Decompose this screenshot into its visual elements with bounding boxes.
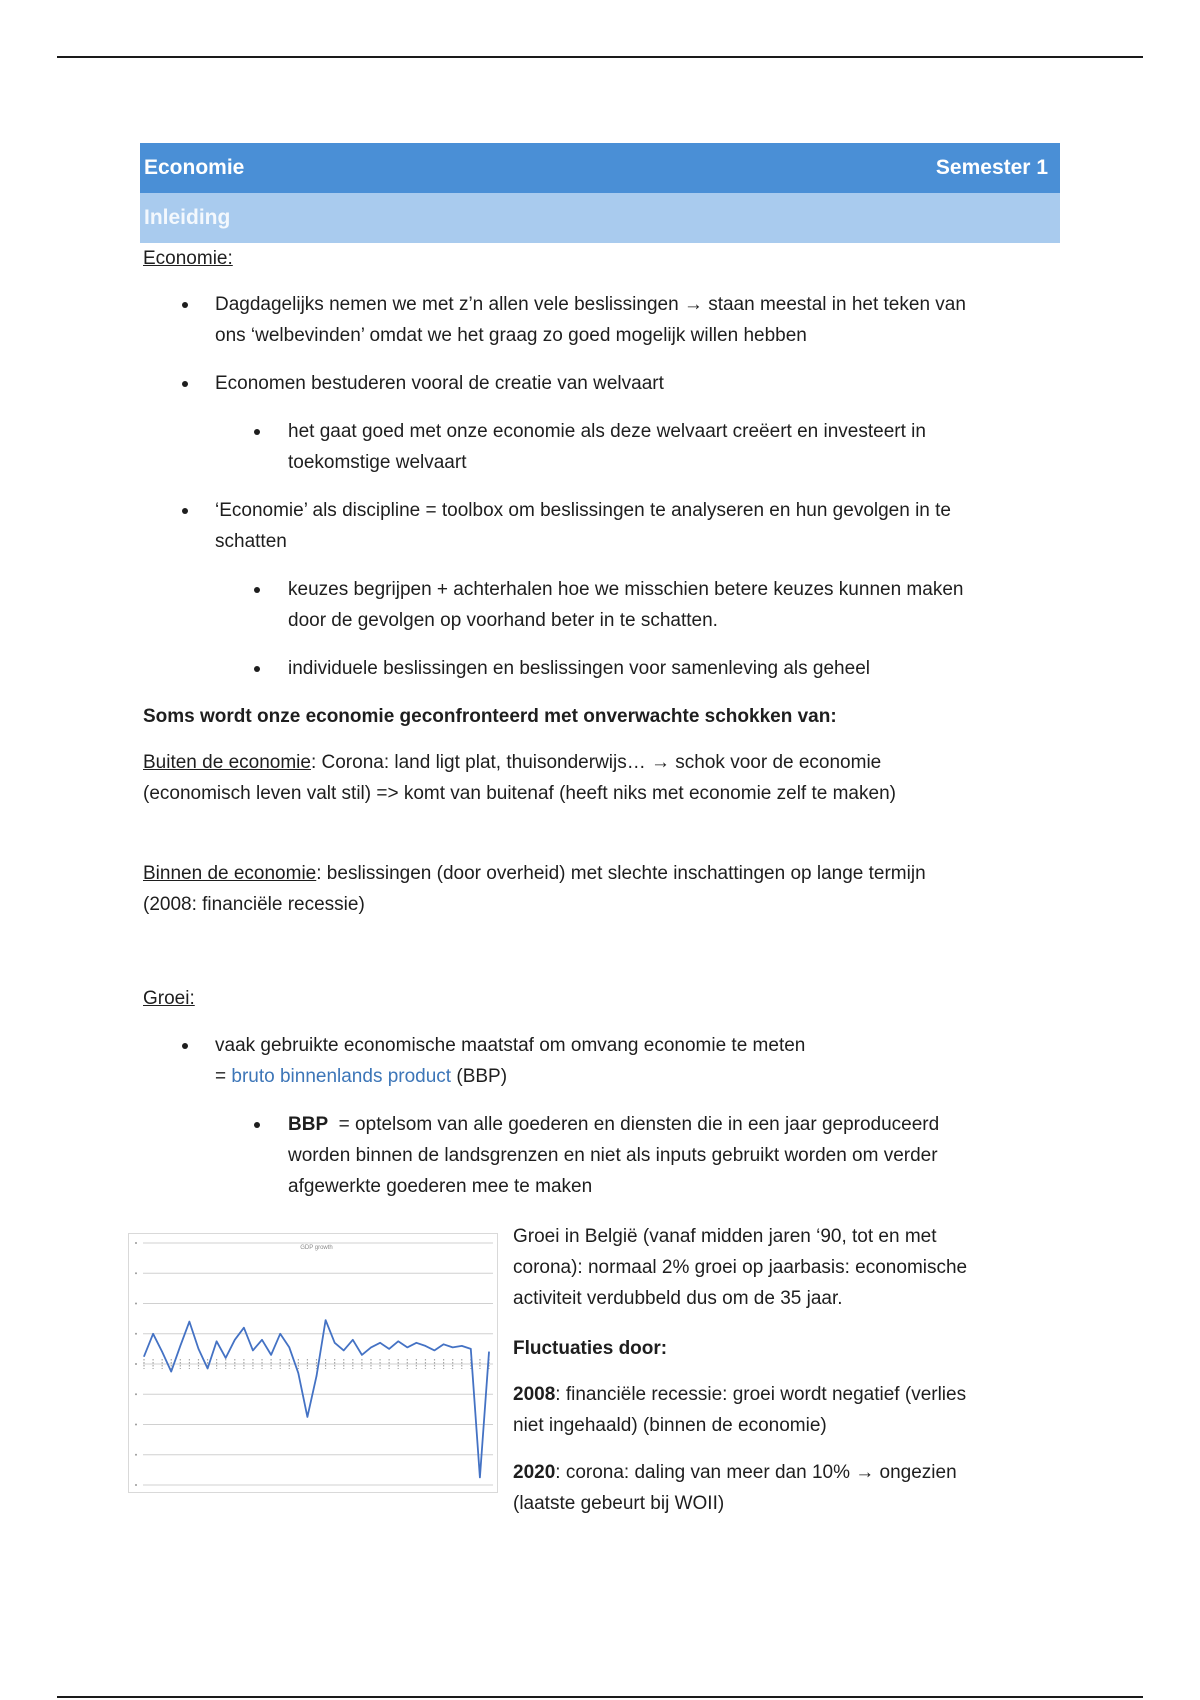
fluct-2020	[513, 1457, 1053, 1519]
chart-data-point	[461, 1345, 462, 1346]
chart-data-point	[234, 1339, 235, 1340]
year-2020: 2020	[513, 1462, 556, 1483]
fluctuaties-heading: Fluctuaties door:	[513, 1338, 668, 1359]
gdp-growth-chart-svg	[128, 1233, 498, 1493]
binnen-label: Binnen de economie	[143, 863, 317, 884]
buiten-text-1: : Corona: land ligt plat, thuisonderwijs… → schok voor de economie	[310, 752, 882, 773]
chart-data-point	[207, 1368, 208, 1369]
chart-data-point	[280, 1333, 281, 1334]
bullet-dot	[254, 429, 260, 435]
groei-bullet-1	[215, 1030, 1015, 1092]
binnen-text-1: : beslissingen (door overheid) met slechte inschattingen op lange termijn	[316, 863, 926, 884]
fluct-2008	[513, 1379, 1053, 1441]
groei-heading: Groei:	[143, 988, 195, 1009]
chart-frame	[129, 1234, 498, 1493]
binnen-paragraph	[143, 858, 1063, 920]
bullet-dot	[182, 1043, 188, 1049]
page-content	[140, 143, 1060, 243]
chart-data-point	[443, 1344, 444, 1345]
belgie-paragraph	[513, 1221, 1053, 1314]
chart-tick-mark	[135, 1272, 137, 1274]
chart-data-point	[479, 1477, 480, 1478]
chart-data-point	[389, 1348, 390, 1349]
chart-data-point	[361, 1354, 362, 1355]
semester-label: Semester 1	[935, 156, 1048, 179]
chart-data-point	[470, 1348, 471, 1349]
chart-data-point	[216, 1341, 217, 1342]
bbp-def-line-2: worden binnen de landsgrenzen en niet als inputs gebruikt worden om verder	[288, 1145, 938, 1166]
chart-data-point	[370, 1347, 371, 1348]
chart-data-point	[452, 1347, 453, 1348]
chart-data-point	[252, 1350, 253, 1351]
groei-eq-prefix: =	[215, 1066, 232, 1087]
chart-data-point	[180, 1345, 181, 1346]
chart-tick-mark	[135, 1424, 137, 1426]
gdp-growth-chart	[128, 1233, 498, 1493]
chart-data-point	[298, 1372, 299, 1373]
bbp-def-line-1: = optelsom van alle goederen en diensten die in een jaar geproduceerd	[328, 1114, 940, 1135]
bullet-dot	[182, 381, 188, 387]
chart-data-point	[171, 1371, 172, 1372]
top-rule	[57, 56, 1143, 58]
belgie-line-1: Groei in België (vanaf midden jaren ‘90, tot en met	[513, 1226, 937, 1247]
groei-bbp-suffix: (BBP)	[451, 1066, 508, 1087]
economie-bullet-3-sub-1-line-1: keuzes begrijpen + achterhalen hoe we misschien betere keuzes kunnen maken	[288, 579, 964, 600]
economie-bullet-3-line-2: schatten	[215, 531, 287, 552]
economie-bullet-2-sub-line-2: toekomstige welvaart	[288, 452, 467, 473]
chart-data-point	[152, 1333, 153, 1334]
chart-tick-mark	[135, 1333, 137, 1335]
chart-data-point	[316, 1376, 317, 1377]
chart-data-point	[352, 1339, 353, 1340]
binnen-text-2: (2008: financiële recessie)	[143, 894, 365, 915]
economie-bullet-3-line-1: ‘Economie’ als discipline = toolbox om beslissingen te analyseren en hun gevolgen in te	[215, 500, 951, 521]
chart-data-point	[243, 1327, 244, 1328]
chart-data-point	[143, 1356, 144, 1357]
chart-data-point	[261, 1339, 262, 1340]
chart-data-point	[307, 1416, 308, 1417]
header-band	[140, 143, 1060, 193]
economie-bullet-2: Economen bestuderen vooral de creatie van welvaart	[215, 373, 664, 394]
bbp-term: BBP	[288, 1114, 329, 1135]
chart-data-point	[425, 1345, 426, 1346]
chart-data-point	[271, 1354, 272, 1355]
chart-tick-mark	[135, 1484, 137, 1486]
course-title: Economie	[144, 156, 245, 179]
economie-bullet-3	[215, 495, 1065, 557]
chart-data-point	[407, 1347, 408, 1348]
chart-data-point	[379, 1342, 380, 1343]
chart-tick-mark	[135, 1242, 137, 1244]
chart-data-point	[398, 1341, 399, 1342]
economie-bullet-3-sub-1-line-2: door de gevolgen op voorhand beter in te schatten.	[288, 610, 718, 631]
chart-data-point	[343, 1350, 344, 1351]
chart-series-line	[144, 1320, 489, 1477]
bullet-dot	[254, 587, 260, 593]
buiten-text-2: (economisch leven valt stil) => komt van buitenaf (heeft niks met economie zelf te maken)	[143, 783, 896, 804]
bbp-def-line-3: afgewerkte goederen mee te maken	[288, 1176, 593, 1197]
chart-data-point	[198, 1348, 199, 1349]
chart-title: GDP growth	[300, 1245, 333, 1251]
buiten-label: Buiten de economie	[143, 752, 311, 773]
belgie-line-2: corona): normaal 2% groei op jaarbasis: economische	[513, 1257, 968, 1278]
chart-tick-mark	[135, 1454, 137, 1456]
bullet-dot	[254, 666, 260, 672]
belgie-line-3: activiteit verdubbeld dus om de 35 jaar.	[513, 1288, 843, 1309]
fluct-2020-line-2: (laatste gebeurt bij WOII)	[513, 1493, 725, 1514]
chart-tick-mark	[135, 1393, 137, 1395]
chart-data-point	[416, 1342, 417, 1343]
groei-bullet-1-line-1: vaak gebruikte economische maatstaf om omvang economie te meten	[215, 1035, 806, 1056]
buiten-paragraph	[143, 747, 1063, 809]
chart-tick-mark	[135, 1303, 137, 1305]
chart-data-point	[488, 1351, 489, 1352]
groei-bullet-1-line-2	[215, 1061, 1015, 1092]
economie-bullet-3-sub-2: individuele beslissingen en beslissingen voor samenleving als geheel	[288, 658, 870, 679]
fluct-2020-line-1: : corona: daling van meer dan 10% → ongezien	[555, 1462, 957, 1483]
bottom-rule	[57, 1696, 1143, 1698]
chart-data-point	[225, 1357, 226, 1358]
section-title: Inleiding	[144, 206, 231, 229]
economie-heading: Economie:	[143, 248, 233, 269]
section-band	[140, 193, 1060, 243]
economie-bullet-2-sub-line-1: het gaat goed met onze economie als deze welvaart creëert en investeert in	[288, 421, 926, 442]
year-2008: 2008	[513, 1384, 556, 1405]
chart-tick-mark	[135, 1363, 137, 1365]
chart-data-point	[162, 1351, 163, 1352]
fluct-2008-line-1: : financiële recessie: groei wordt negatief (verlies	[555, 1384, 967, 1405]
chart-data-point	[434, 1350, 435, 1351]
economie-bullet-1-line-1: Dagdagelijks nemen we met z’n allen vele beslissingen → staan meestal in het teken van	[215, 294, 966, 315]
economie-bullet-3-sub-1	[288, 574, 1048, 636]
economie-bullet-2-sub	[288, 416, 1048, 478]
bullet-dot	[254, 1122, 260, 1128]
bbp-link[interactable]: bruto binnenlands product	[231, 1066, 452, 1087]
chart-data-point	[334, 1342, 335, 1343]
bullet-dot	[182, 508, 188, 514]
schokken-heading: Soms wordt onze economie geconfronteerd met onverwachte schokken van:	[143, 706, 837, 727]
economie-bullet-1	[215, 289, 1065, 351]
chart-data-point	[289, 1347, 290, 1348]
groei-bbp-definition	[288, 1109, 1048, 1202]
chart-data-point	[189, 1321, 190, 1322]
fluct-2008-line-2: niet ingehaald) (binnen de economie)	[513, 1415, 827, 1436]
bullet-dot	[182, 302, 188, 308]
chart-data-point	[325, 1320, 326, 1321]
economie-bullet-1-line-2: ons ‘welbevinden’ omdat we het graag zo goed mogelijk willen hebben	[215, 325, 807, 346]
